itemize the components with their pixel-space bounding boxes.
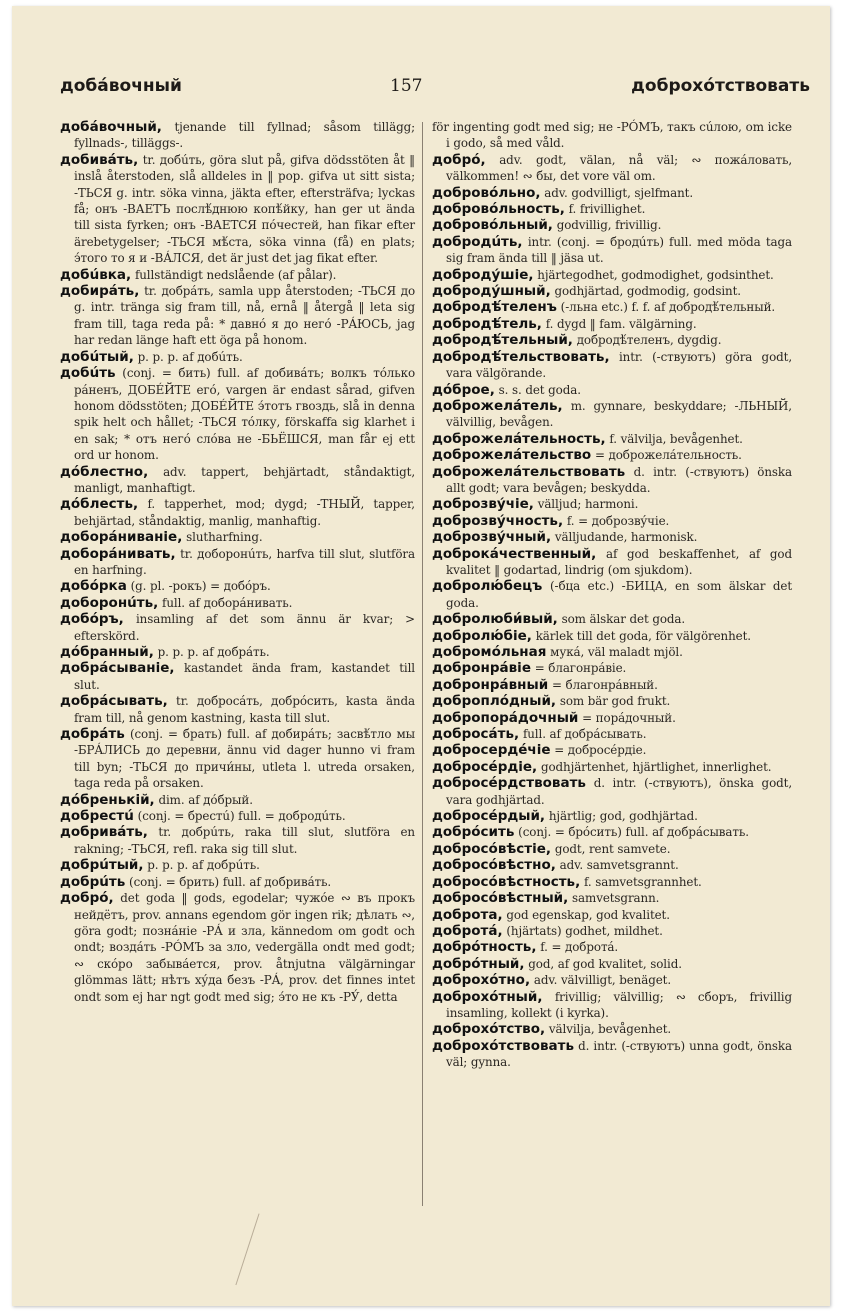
entry-headword: добрúтый,: [60, 857, 144, 874]
entry-headword: доброжелáтель,: [432, 397, 563, 414]
dictionary-entry: [432, 808, 792, 824]
entry-definition: s. s. det goda.: [498, 382, 581, 397]
entry-definition: godhjärtenhet, hjärtlighet, innerlighet.: [540, 759, 772, 774]
entry-definition: som älskar det goda.: [561, 612, 686, 627]
entry-headword: добропорáдочный: [432, 709, 579, 726]
entry-headword: добóръ,: [60, 611, 124, 628]
column-divider: [422, 122, 423, 1206]
right-column: [432, 119, 792, 1071]
entry-definition: adv. tappert, behjärtadt, ståndaktigt, manligt, manhaftigt.: [74, 464, 415, 495]
entry-headword: добросéрдствовать: [432, 775, 586, 792]
entry-definition: hjärtlig; god, godhjärtad.: [548, 809, 698, 824]
dictionary-entry: [60, 546, 415, 579]
dictionary-entry: [60, 808, 415, 824]
entry-definition: f. välvilja, bevågenhet.: [609, 431, 743, 446]
entry-headword: доборонúть,: [60, 594, 159, 611]
entry-headword: добровóльный,: [432, 217, 553, 234]
entry-headword: добрáсывать,: [60, 693, 168, 710]
entry-definition: f. samvetsgrannhet.: [584, 874, 702, 889]
entry-headword: дóброе,: [432, 381, 495, 398]
entry-headword: дóблестно,: [60, 463, 149, 480]
dictionary-entry: [60, 824, 415, 857]
dictionary-entry: [432, 726, 792, 742]
dictionary-entry: [60, 726, 415, 792]
entry-definition: adv. godt, välan, nå väl; ∾ пожáловать, välkommen! ∾ бы, det vore väl om.: [446, 152, 792, 184]
entry-headword: доборáниваніе,: [60, 529, 183, 546]
entry-headword: доброзвýчность,: [432, 512, 564, 529]
pencil-mark: [235, 1214, 297, 1298]
entry-headword: дóбранный,: [60, 644, 154, 660]
entry-definition: m. gynnare, beskyddare; -ЛЬНЫЙ, välvillig, bevågen.: [446, 398, 792, 430]
dictionary-entry: [432, 759, 792, 775]
entry-headword: добродѣ́тельный,: [432, 332, 573, 349]
dictionary-page: [12, 6, 830, 1306]
entry-headword: добрóсить: [432, 824, 515, 841]
entry-definition: frivillig; välvillig; ∾ сборъ, frivillig insamling, kollekt (i kyrka).: [446, 989, 792, 1020]
entry-definition: f. tapperhet, mod; dygd; -ТНЫЙ, tapper, behjärtad, ståndaktig, manlig, manhaftig.: [74, 497, 415, 528]
entry-definition: f. = добротá.: [540, 940, 619, 955]
dictionary-entry: [60, 349, 415, 365]
entry-headword: добровóльность,: [432, 201, 565, 218]
entry-definition: tr. добрúть, raka till slut, slutföra en rakning; -ТЬСЯ, refl. raka sig till slut.: [74, 825, 415, 856]
dictionary-entry: [432, 1038, 792, 1071]
entry-headword: добúвка,: [60, 266, 132, 283]
dictionary-entry: [60, 496, 415, 529]
entry-definition: samvetsgrann.: [572, 891, 660, 906]
entry-headword: добролю́біе,: [432, 627, 532, 644]
entry-definition: f. dygd ‖ fam. välgärning.: [545, 316, 697, 331]
entry-definition: adv. välvilligt, benäget.: [533, 973, 672, 988]
header-left-word: добáвочный: [60, 76, 182, 96]
entry-headword: доброта,: [432, 906, 503, 923]
entry-definition: (conj. = брóсить) full. af добрáсывать.: [518, 825, 749, 840]
dictionary-entry: [60, 857, 415, 873]
entry-headword: добромóльная: [432, 644, 547, 660]
entry-headword: добрестú: [60, 808, 134, 825]
dictionary-entry: [60, 595, 415, 611]
entry-definition: af god beskaffenhet, af god kvalitet ‖ godartad, lindrig (om sjukdom).: [446, 546, 792, 577]
entry-definition: som bär god frukt.: [559, 694, 671, 709]
entry-headword: добросóвѣстный,: [432, 890, 569, 907]
page-number: 157: [390, 76, 423, 96]
dictionary-entry: [432, 644, 792, 660]
entry-headword: добирáть,: [60, 283, 140, 300]
dictionary-entry: [60, 267, 415, 283]
entry-definition: tr. доборонúть, harfva till slut, slutföra en harfning.: [74, 546, 415, 577]
dictionary-entry: [432, 152, 792, 185]
dictionary-entry: [432, 1021, 792, 1037]
entry-definition: för ingenting godt med sig; не -РÓМЪ, такъ сúлою, om icke i godo, så med våld.: [432, 120, 792, 151]
entry-headword: добривáть,: [60, 824, 148, 841]
dictionary-entry: [60, 365, 415, 463]
dictionary-entry: [432, 824, 792, 840]
entry-definition: tr. добросáть, добрóсить, kasta ända fram till, nå genom kastning, kasta till slut.: [74, 694, 415, 725]
entry-headword: добротá,: [432, 922, 503, 939]
entry-headword: доброплóдный,: [432, 693, 557, 710]
dictionary-entry: [432, 349, 792, 382]
entry-definition: p. p. p. af добрúть.: [147, 858, 260, 873]
entry-headword: доброхóтствовать: [432, 1037, 575, 1054]
dictionary-entry: [60, 611, 415, 644]
dictionary-entry: [432, 578, 792, 611]
dictionary-entry: [60, 152, 415, 267]
dictionary-entry: [432, 332, 792, 348]
dictionary-entry: [432, 660, 792, 676]
entry-definition: мукá, väl maladt mjöl.: [550, 645, 683, 659]
entry-headword: добивáть,: [60, 151, 139, 168]
entry-headword: добросáть,: [432, 726, 520, 743]
entry-headword: добродѣ́тельствовать,: [432, 348, 610, 365]
entry-definition: godt, rent samvete.: [554, 841, 671, 856]
entry-definition: slutharfning.: [186, 530, 263, 545]
entry-headword: добросóвѣстіе,: [432, 840, 552, 857]
dictionary-entry: [432, 890, 792, 906]
entry-headword: доборáнивать,: [60, 545, 176, 562]
entry-definition: intr. (-ствуютъ) göra godt, vara välgörande.: [446, 349, 792, 381]
entry-definition: välljud; harmoni.: [537, 497, 639, 512]
entry-headword: добрóтный,: [432, 955, 525, 972]
entry-definition: godvillig, frivillig.: [556, 218, 662, 233]
dictionary-entry: [432, 217, 792, 233]
entry-headword: добросéрдіе,: [432, 758, 538, 775]
entry-definition: d. intr. (-ствуютъ) unna godt, önska väl; gynna.: [446, 1038, 793, 1070]
dictionary-entry: [432, 989, 792, 1022]
entry-definition: (conj. = брать) full. af добирáть; засвѣ́тло мы -БРÁЛИСЬ до деревни, ännu vid dager hunno vi fram till byn; -ТЬСЯ до причи́ны, utleta l. utreda orsaken, taga reda på orsaken.: [74, 727, 416, 791]
dictionary-entry: [60, 644, 415, 660]
entry-definition: god egenskap, god kvalitet.: [506, 907, 670, 922]
entry-definition: (conj. = бить) full. af добивáть; волкъ тóлько рáненъ, ДОБÉЙТЕ егó, vargen är endast sårad, gifven honom dödsstöten; ДОБÉЙТЕ э́тотъ гвоздь, slå in denna spik helt och hållet; -ТЬСЯ тóлку, förskaffa sig klarhet i en sak; * отъ негó слóва не -БЬЁШСЯ, man får ej ett ord ur honom.: [74, 366, 415, 463]
dictionary-entry: [432, 677, 792, 693]
entry-definition: kärlek till det goda, för välgörenhet.: [535, 628, 751, 643]
entry-definition: f. frivillighet.: [568, 202, 646, 217]
entry-headword: доброжелáтельствовать: [432, 463, 626, 480]
dictionary-entry: [60, 119, 415, 152]
entry-definition: = добросéрдіе.: [554, 743, 647, 758]
dictionary-entry: [432, 299, 792, 315]
entry-headword: доброзвýчный,: [432, 529, 552, 546]
dictionary-entry: [432, 267, 792, 283]
entry-definition: (-бца etc.) -БИЦА, en som älskar det goda.: [446, 579, 793, 610]
entry-headword: добросéрдый,: [432, 808, 546, 825]
dictionary-entry: [60, 874, 415, 890]
entry-headword: добровóльно,: [432, 184, 541, 201]
entry-headword: добрó,: [60, 890, 114, 907]
entry-headword: добронрáвный: [432, 676, 549, 693]
entry-definition: = порáдочный.: [582, 710, 676, 725]
entry-definition: adv. samvetsgrannt.: [559, 858, 679, 873]
entry-headword: добронрáвіе: [432, 660, 531, 677]
entry-headword: добродúть,: [432, 233, 523, 250]
dictionary-entry: [432, 972, 792, 988]
entry-definition: (conj. = брить) full. af добривáть.: [129, 874, 332, 889]
dictionary-entry: [432, 464, 792, 497]
dictionary-entry: [432, 628, 792, 644]
entry-headword: доброхóтный,: [432, 988, 543, 1005]
entry-definition: full. af добрáсывать.: [522, 727, 647, 742]
entry-headword: доброзвýчіе,: [432, 496, 534, 513]
entry-headword: дóбренькій,: [60, 791, 155, 808]
entry-headword: добрáть: [60, 726, 125, 743]
entry-definition: d. intr. (-ствуютъ), önska godt, vara godhjärtad.: [446, 776, 792, 807]
entry-headword: доброжелáтельность,: [432, 430, 606, 447]
entry-headword: доброжелáтельство: [432, 447, 592, 464]
dictionary-entry: [432, 693, 792, 709]
entry-definition: fullständigt nedslående (af pålar).: [134, 267, 337, 282]
dictionary-entry: [432, 923, 792, 939]
dictionary-entry: [432, 529, 792, 545]
dictionary-entry: [60, 693, 415, 726]
entry-headword: добúть: [60, 365, 116, 382]
dictionary-entry: [432, 939, 792, 955]
entry-definition: adv. godvilligt, sjelfmant.: [544, 185, 694, 200]
dictionary-entry: [432, 398, 792, 431]
entry-definition: (g. pl. -рокъ) = добóръ.: [130, 579, 271, 594]
entry-definition: добродѣ́теленъ, dygdig.: [576, 333, 722, 348]
entry-headword: добрóтность,: [432, 939, 537, 956]
entry-definition: tr. добрáть, samla upp återstoden; -ТЬСЯ до g. intr. tränga sig fram till, nå, ernå ‖ återgå ‖ leta sig fram till, taga reda på: * давнó я до негó -РÁЮСЬ, jag har redan länge haft ett öga på honom.: [74, 284, 415, 348]
entry-definition: (-льна etc.) f. f. af добродѣ́тельный.: [560, 300, 776, 315]
dictionary-entry: [432, 185, 792, 201]
dictionary-entry: [432, 857, 792, 873]
dictionary-entry: [432, 874, 792, 890]
dictionary-entry: [432, 546, 792, 579]
dictionary-entry: [60, 529, 415, 545]
entry-definition: välljudande, harmonisk.: [554, 530, 698, 545]
entry-headword: доброхóтство,: [432, 1021, 546, 1038]
dictionary-entry: [60, 578, 415, 594]
entry-definition: godhjärtad, godmodig, godsint.: [554, 284, 741, 299]
entry-definition: p. p. p. af добрáть.: [157, 645, 270, 659]
dictionary-entry: [60, 890, 415, 1005]
dictionary-entry: [432, 382, 792, 398]
entry-definition: f. = доброзвýчіе.: [566, 513, 670, 528]
dictionary-entry: [60, 464, 415, 497]
entry-definition: insamling af det som ännu är kvar; > efterskörd.: [74, 612, 416, 643]
dictionary-entry: [432, 841, 792, 857]
dictionary-entry: [432, 742, 792, 758]
entry-definition: (conj. = брестú) full. = добродúть.: [137, 809, 346, 824]
dictionary-entry: [432, 710, 792, 726]
dictionary-entry: [432, 316, 792, 332]
entry-definition: tr. добúть, göra slut på, gifva dödsstöten åt ‖ inslå återstoden, slå alldeles in ‖ pop. gifva ut sitt sista; -ТЬСЯ g. intr. söka vinna, jäkta efter, eftersträfva; lyckas få; онъ -ВАЕТЪ послѣ́днюю копѣ́йку, han ger ut ända till sista fyrken; онъ -ВАЕТСЯ пóчестей, han fikar efter ärebetygelser; -ТЬСЯ мѣ́ста, söka vinna (få) en plats; э́того то я и -ВÁЛСЯ, det är just det jag fikat efter.: [74, 152, 415, 266]
entry-definition: välvilja, bevågenhet.: [548, 1022, 672, 1037]
dictionary-entry: [432, 611, 792, 627]
entry-headword: доброкáчественный,: [432, 545, 597, 562]
entry-definition: (hjärtats) godhet, mildhet.: [506, 923, 663, 938]
entry-headword: добродѣ́тель,: [432, 315, 542, 332]
dictionary-entry: [432, 201, 792, 217]
page-header: [60, 76, 820, 102]
entry-headword: добрúть: [60, 873, 126, 890]
entry-definition: intr. (conj. = бродúть) full. med möda taga sig fram ända till ‖ jäsa ut.: [446, 234, 793, 266]
entry-headword: добросóвѣстность,: [432, 873, 581, 890]
entry-headword: дóблесть,: [60, 496, 139, 513]
header-right-word: доброхóтствовать: [631, 76, 810, 96]
dictionary-entry: [60, 660, 415, 693]
dictionary-entry: [60, 792, 415, 808]
dictionary-entry: [432, 119, 792, 152]
entry-definition: god, af god kvalitet, solid.: [528, 956, 682, 971]
entry-headword: добродýшный,: [432, 283, 551, 300]
dictionary-entry: [432, 431, 792, 447]
entry-headword: доброхóтно,: [432, 972, 531, 989]
entry-headword: добáвочный,: [60, 119, 162, 135]
entry-definition: = благонрáвіе.: [534, 661, 627, 676]
entry-headword: добродѣ́теленъ: [432, 299, 557, 316]
dictionary-entry: [432, 907, 792, 923]
dictionary-entry: [432, 513, 792, 529]
dictionary-entry: [432, 234, 792, 267]
dictionary-entry: [432, 283, 792, 299]
entry-headword: добúтый,: [60, 348, 134, 365]
left-column: [60, 119, 415, 1005]
entry-definition: = доброжелáтельность.: [594, 448, 742, 463]
entry-definition: hjärtegodhet, godmodighet, godsinthet.: [537, 267, 774, 282]
entry-headword: добрó,: [432, 151, 486, 168]
dictionary-entry: [432, 775, 792, 808]
entry-headword: добролю́бецъ: [432, 578, 543, 595]
entry-headword: добросóвѣстно,: [432, 857, 556, 874]
dictionary-entry: [432, 447, 792, 463]
entry-headword: добросердéчіе: [432, 742, 551, 759]
entry-headword: добóрка: [60, 578, 127, 595]
entry-definition: = благонрáвный.: [551, 677, 658, 692]
entry-definition: det goda ‖ gods, egodelar; чужóе ∾ въ прокъ нейдётъ, prov. annans egendom gör ingen rik; дѣлать ∾, göra godt; познáніе -РÁ и зла, kännedom om godt och ondt; воздáть -РÓМЪ за зло, vedergälla ondt med godt; ∾ скóро забывáется, prov. åtnjutna välgärningar glömmas lätt; нѣтъ хýда безъ -РÁ, prov. det finnes intet ondt som ej har ngt godt med sig; э́то не къ -РУ́, detta: [74, 891, 415, 1004]
entry-definition: d. intr. (-ствуютъ) önska allt godt; vara bevågen; beskydda.: [446, 464, 793, 495]
entry-definition: dim. af дóбрый.: [158, 792, 253, 807]
entry-headword: добрáсываніе,: [60, 660, 175, 677]
entry-headword: добролюби́вый,: [432, 611, 558, 628]
dictionary-entry: [60, 283, 415, 349]
entry-definition: kastandet ända fram, kastandet till slut.: [74, 661, 416, 692]
entry-headword: добродýшіе,: [432, 266, 534, 283]
entry-definition: full. af доборáнивать.: [162, 595, 293, 610]
dictionary-entry: [432, 956, 792, 972]
entry-definition: tjenande till fyllnad; såsom tillägg; fyllnads-, tilläggs-.: [74, 120, 416, 151]
entry-definition: p. p. p. af добúть.: [137, 349, 243, 364]
dictionary-entry: [432, 496, 792, 512]
